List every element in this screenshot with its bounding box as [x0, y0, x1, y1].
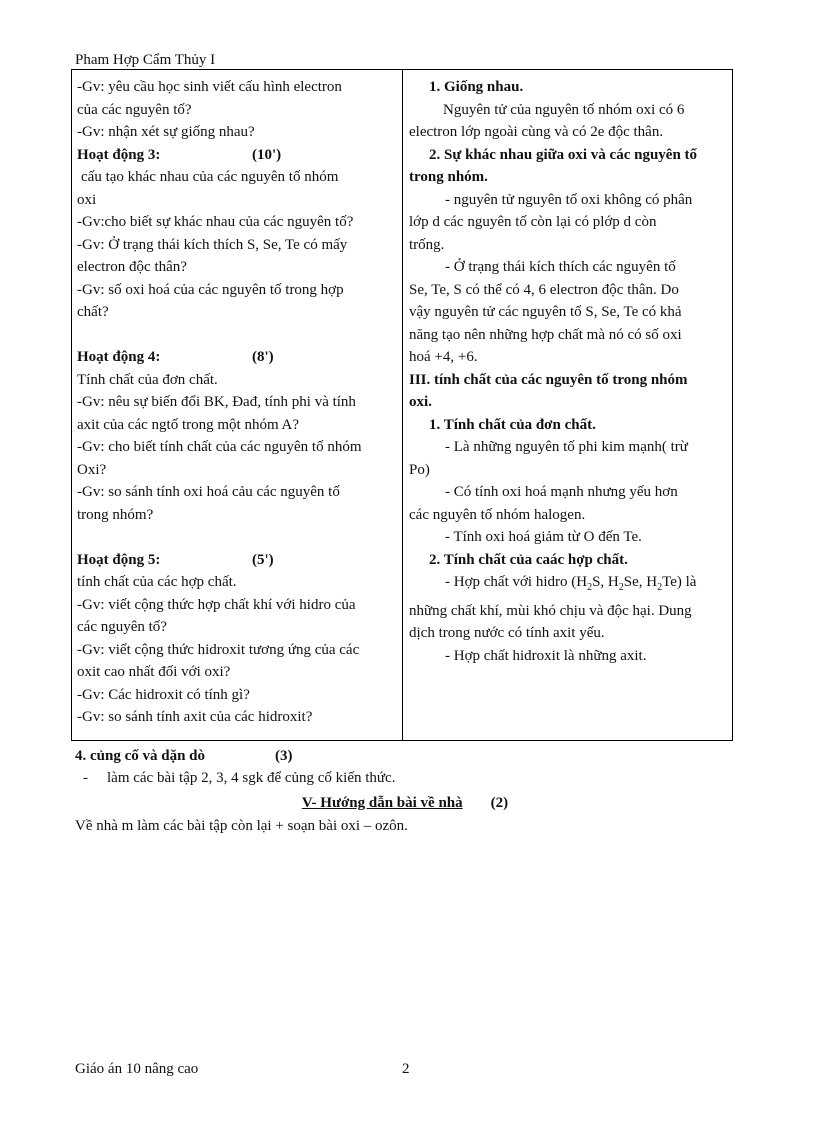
section-2-line: trống. [409, 236, 445, 253]
footer-doc-title: Giáo án 10 nâng cao [75, 1061, 199, 1077]
footer-page-number: 2 [402, 1061, 410, 1077]
activity-4-line: axit của các ngtố trong một nhóm A? [77, 416, 300, 433]
activity-5-line: -Gv: Các hidroxit có tính gì? [77, 686, 250, 703]
section-2-title-cont: trong nhóm. [409, 169, 488, 185]
content-column [403, 70, 732, 740]
list-dash: - [83, 770, 88, 786]
consolidation-title: 4. củng cố và dặn dò [75, 748, 206, 764]
section-2-line: - Ở trạng thái kích thích các nguyên tố [445, 259, 676, 275]
activity-3-line: -Gv:cho biết sự khác nhau của các nguyên tố? [77, 214, 354, 230]
section-3-2-line: - Hợp chất hidroxit là những axit. [445, 647, 647, 664]
consolidation-item [75, 767, 735, 789]
activity-5-line: -Gv: so sánh tính axit của các hidroxit? [77, 709, 313, 725]
header-author: Pham Hợp Cẩm Thủy I [75, 52, 216, 68]
section-3-1-line: Po) [409, 461, 430, 478]
activity-3-line: chất? [77, 304, 109, 320]
activity-4-line: -Gv: nêu sự biến đổi BK, Đađ, tính phi và tính [77, 394, 356, 410]
activity-3-heading [77, 144, 396, 167]
homework-minutes: (2) [490, 795, 509, 811]
activity-3-line: cấu tạo khác nhau của các nguyên tố nhóm [81, 169, 339, 185]
section-3-1-title: 1. Tính chất của đơn chất. [429, 416, 596, 433]
activity-3-line: electron độc thân? [77, 259, 187, 275]
section-2-line: Se, Te, S có thể có 4, 6 electron độc thân. Do [409, 281, 679, 298]
activity-4-line: trong nhóm? [77, 506, 154, 523]
section-3-title: III. tính chất của các nguyên tố trong nhóm [409, 371, 688, 388]
activity-5-line: các nguyên tố? [77, 619, 167, 635]
activity-4-title: Hoạt động 4: [77, 349, 161, 365]
teacher-activities-column [72, 70, 403, 740]
section-2-line: vậy nguyên tử các nguyên tố S, Se, Te có khả [409, 304, 682, 320]
activity-4-line: Oxi? [77, 461, 107, 478]
activity-5-line: -Gv: viết cộng thức hợp chất khí với hidro của [77, 596, 356, 613]
section-1-line: Nguyên tử của nguyên tố nhóm oxi có 6 [443, 101, 685, 118]
section-2-line: - nguyên tử nguyên tố oxi không có phân [445, 191, 693, 208]
section-1-title: 1. Giống nhau. [429, 79, 524, 95]
homework-text: Về nhà m làm các bài tập còn lại + soạn bài oxi – ozôn. [75, 818, 408, 834]
activity-4-heading [77, 346, 396, 369]
consolidation-minutes: (3) [275, 748, 293, 764]
activity-5-minutes: (5') [252, 551, 274, 568]
section-2-line: năng tạo nên những hợp chất mà nó có số oxi [409, 326, 682, 343]
lesson-closing [75, 745, 735, 838]
consolidation-item-text: làm các bài tập 2, 3, 4 sgk để củng cố kiến thức. [107, 770, 396, 786]
intro-line: -Gv: yêu cầu học sinh viết cấu hình electron [77, 79, 342, 95]
homework-title: V- Hướng dẫn bài về nhà [301, 795, 463, 811]
lesson-table [71, 69, 733, 741]
consolidation-heading [75, 745, 735, 767]
activity-3-line: oxi [77, 191, 97, 208]
section-3-1-line: các nguyên tố nhóm halogen. [409, 506, 586, 523]
activity-5-line: oxit cao nhất đối với oxi? [77, 664, 231, 680]
activity-5-title: Hoạt động 5: [77, 551, 161, 568]
activity-4-line: Tính chất của đơn chất. [77, 371, 218, 388]
section-1-line: electron lớp ngoài cùng và có 2e độc thân. [409, 124, 664, 140]
intro-line: -Gv: nhận xét sự giống nhau? [77, 124, 255, 140]
section-3-1-line: - Có tính oxi hoá mạnh nhưng yếu hơn [445, 484, 678, 500]
section-3-2-line: dịch trong nước có tính axit yếu. [409, 625, 605, 641]
section-3-2-line: - Hợp chất với hidro ($H_2S$, $H_2Se$, $H_2Te$) là [445, 574, 697, 593]
activity-4-minutes: (8') [252, 349, 274, 365]
activity-3-line: -Gv: Ở trạng thái kích thích S, Se, Te có mấy [77, 236, 348, 253]
activity-3-line: -Gv: số oxi hoá của các nguyên tố trong hợp [77, 281, 344, 298]
activity-4-line: -Gv: cho biết tính chất của các nguyên tố nhóm [77, 439, 362, 455]
section-3-2-title: 2. Tính chất của caác hợp chất. [429, 551, 628, 568]
section-3-title-cont: oxi. [409, 394, 432, 410]
activity-5-line: -Gv: viết cộng thức hidroxit tương ứng của các [77, 641, 360, 658]
activity-3-minutes: (10') [252, 146, 282, 163]
section-2-title: 2. Sự khác nhau giữa oxi và các nguyên tố [429, 146, 698, 163]
activity-3-title: Hoạt động 3: [77, 146, 161, 163]
section-2-line: lớp d các nguyên tố còn lại có plớp d còn [409, 214, 657, 230]
intro-line: của các nguyên tố? [77, 101, 192, 118]
section-3-1-line: - Là những nguyên tố phi kim mạnh( trừ [445, 439, 688, 455]
activity-4-line: -Gv: so sánh tính oxi hoá cảu các nguyên tố [77, 484, 340, 500]
activity-5-heading [77, 549, 396, 572]
section-3-1-line: - Tính oxi hoá giảm từ O đến Te. [445, 529, 642, 545]
activity-5-line: tính chất của các hợp chất. [77, 574, 237, 590]
section-2-line: hoá +4, +6. [409, 349, 478, 365]
section-3-2-line: những chất khí, mùi khó chịu và độc hại. Dung [409, 602, 692, 619]
homework-heading [75, 791, 735, 815]
